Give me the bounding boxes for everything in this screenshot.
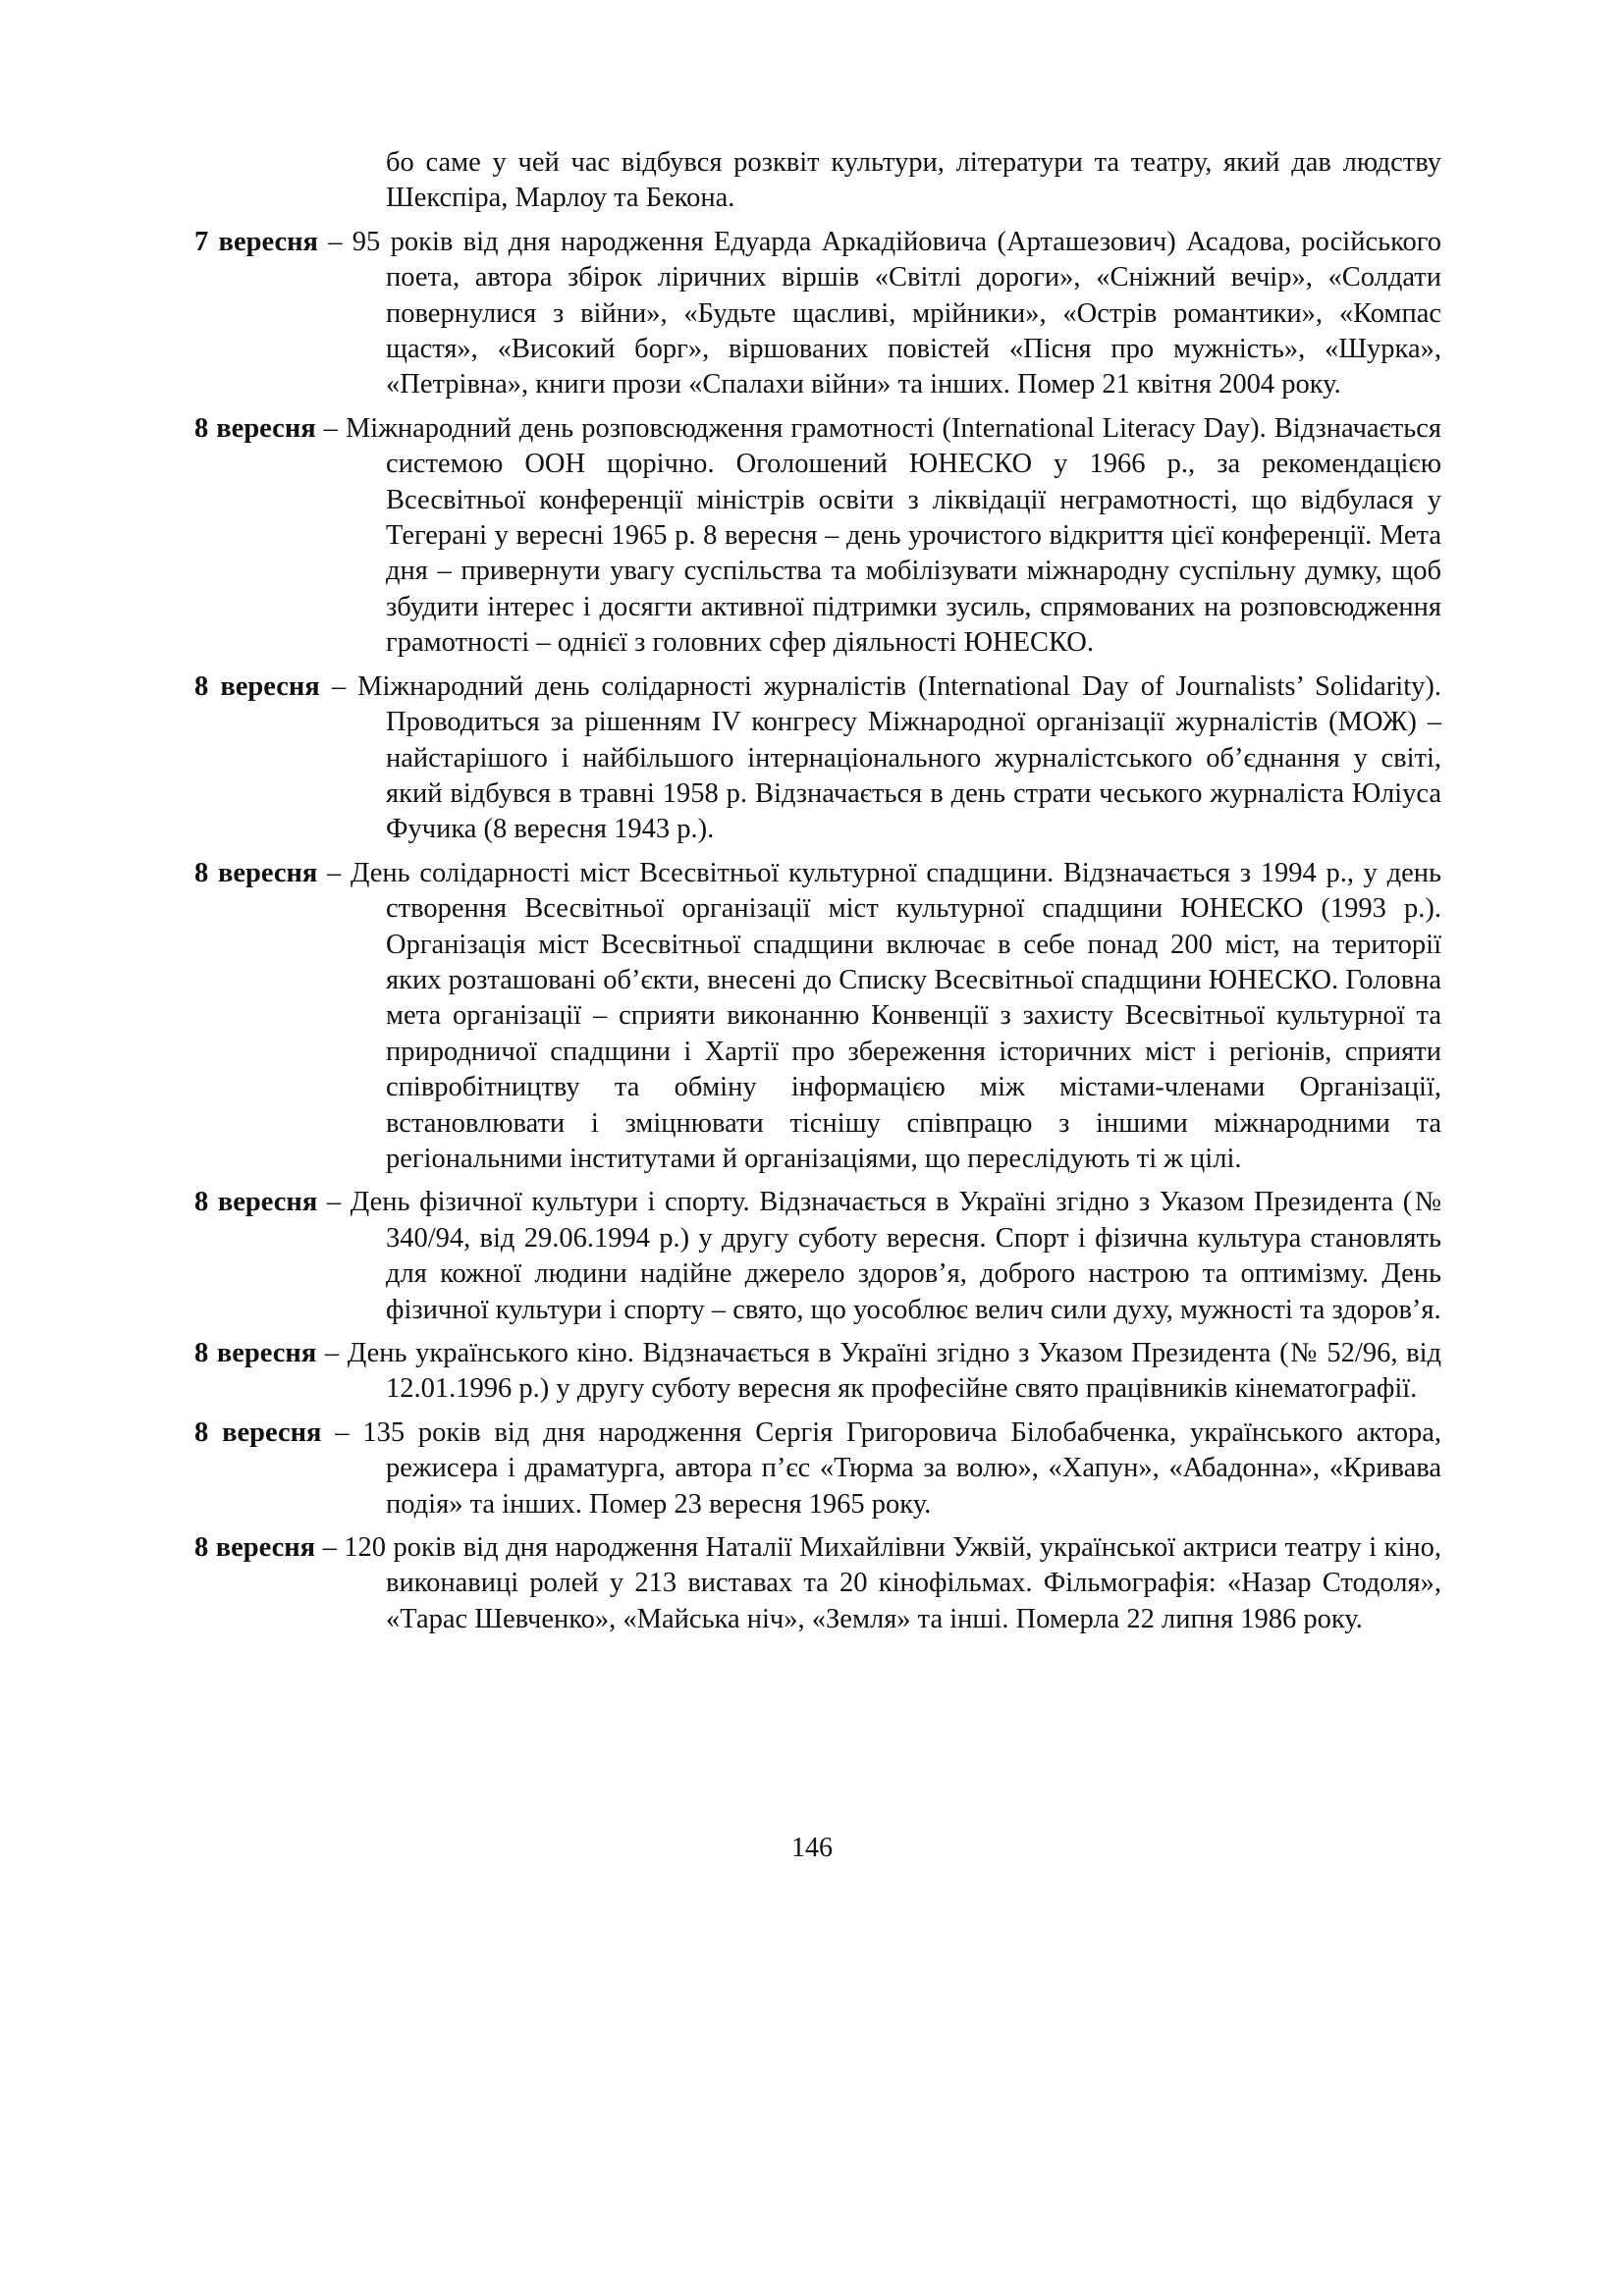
- entry-date: 8 вересня: [194, 1338, 317, 1368]
- entry-date: 8 вересня: [194, 670, 320, 702]
- entry-text: – Міжнародний день солідарності журналістів (International Day of Journalists’ Solidarity). Проводиться за рішенням IV конгресу Міжнародної організації журналістів (МОЖ) – найстарішого і найбільшого інтернаціонального журналістського об’єднання у світі, який відбувся в травні 1958 р. Відзначається в день страти чеського журналіста Юліуса Фучика (8 вересня 1943 р.).: [319, 670, 1441, 845]
- calendar-entry: [194, 1185, 1441, 1328]
- calendar-entry: [194, 411, 1441, 662]
- entry-text: – Міжнародний день розповсюдження грамотності (International Literacy Day). Відзначається системою ООН щорічно. Оголошений ЮНЕСКО у 1966 р., за рекомендацією Всесвітньої конференції міністрів освіти з ліквідації неграмотності, що відбулася у Тегерані у вересні 1965 р. 8 вересня – день урочистого відкриття цієї конференції. Мета дня – привернути увагу суспільства та мобілізувати міжнародну суспільну думку, щоб збудити інтерес і досягти активної підтримки зусиль, спрямованих на розповсюдження грамотності – однієї з головних сфер діяльності ЮНЕСКО.: [315, 412, 1441, 659]
- entry-date: 8 вересня: [194, 857, 318, 888]
- entry-date: 8 вересня: [194, 1187, 318, 1218]
- entry-text: – 95 років від дня народження Едуарда Аркадійовича (Арташезович) Асадова, російського поета, автора збірок ліричних віршів «Світлі дороги», «Сніжний вечір», «Солдати повернулися з війни», «Будьте щасливі, мрійники», «Острів романтики», «Компас щастя», «Високий борг», віршованих повістей «Пісня про мужність», «Шурка», «Петрівна», книги прози «Спалахи війни» та інших. Помер 21 квітня 2004 року.: [317, 226, 1441, 400]
- continuation-paragraph: бо саме у чей час відбувся розквіт культури, літератури та театру, який дав людству Шекспіра, Марлоу та Бекона.: [386, 147, 1441, 214]
- page-content: [194, 145, 1441, 1645]
- entry-text: – 135 років від дня народження Сергія Григоровича Білобабченка, українського актора, режисера і драматурга, автора п’єс «Тюрма за волю», «Хапун», «Абадонна», «Кривава подія» та інших. Помер 23 вересня 1965 року.: [321, 1416, 1441, 1520]
- entry-text: – День солідарності міст Всесвітньої культурної спадщини. Відзначається з 1994 р., у день створення Всесвітньої організації міст культурної спадщини ЮНЕСКО (1993 р.). Організація міст Всесвітньої спадщини включає в себе понад 200 міст, на території яких розташовані об’єкти, внесені до Списку Всесвітньої спадщини ЮНЕСКО. Головна мета організації – сприяти виконанню Конвенції з захисту Всесвітньої культурної та природничої спадщини і Хартії про збереження історичних міст і регіонів, сприяти співробітництву та обміну інформацією між містами-членами Організації, встановлювати і зміцнювати тіснішу співпрацю з іншими міжнародними та регіональними інститутами й організаціями, що переслідують ті ж цілі.: [317, 857, 1441, 1174]
- calendar-entry: [194, 1336, 1441, 1408]
- entry-date: 8 вересня: [194, 412, 316, 444]
- calendar-entry: [194, 1415, 1441, 1522]
- calendar-entry: [194, 856, 1441, 1178]
- calendar-entry: [194, 225, 1441, 403]
- entry-date: 8 вересня: [194, 1416, 322, 1448]
- entry-text: – 120 років від дня народження Наталії Михайлівни Ужвій, української актриси театру і кіно, виконавиці ролей у 213 виставах та 20 кінофільмах. Фільмографія: «Назар Стодоля», «Тарас Шевченко», «Майська ніч», «Земля» та інші. Померла 22 липня 1986 року.: [315, 1532, 1441, 1634]
- entry-text: – День українського кіно. Відзначається в Україні згідно з Указом Президента (№ 52/96, від 12.01.1996 р.) у другу суботу вересня як професійне свято працівників кінематографії.: [316, 1338, 1441, 1405]
- entry-date: 7 вересня: [194, 226, 318, 257]
- entry-date: 8 вересня: [194, 1532, 316, 1564]
- entry-text: – День фізичної культури і спорту. Відзначається в Україні згідно з Указом Президента (№ 340/94, від 29.06.1994 р.) у другу суботу вересня. Спорт і фізична культура становлять для кожної людини надійне джерело здоров’я, доброго настрою та оптимізму. День фізичної культури і спорту – свято, що уособлює велич сили духу, мужності та здоров’я.: [317, 1187, 1441, 1325]
- calendar-entry: [194, 1530, 1441, 1637]
- calendar-entry: [194, 669, 1441, 848]
- page-number: 146: [791, 1833, 833, 1863]
